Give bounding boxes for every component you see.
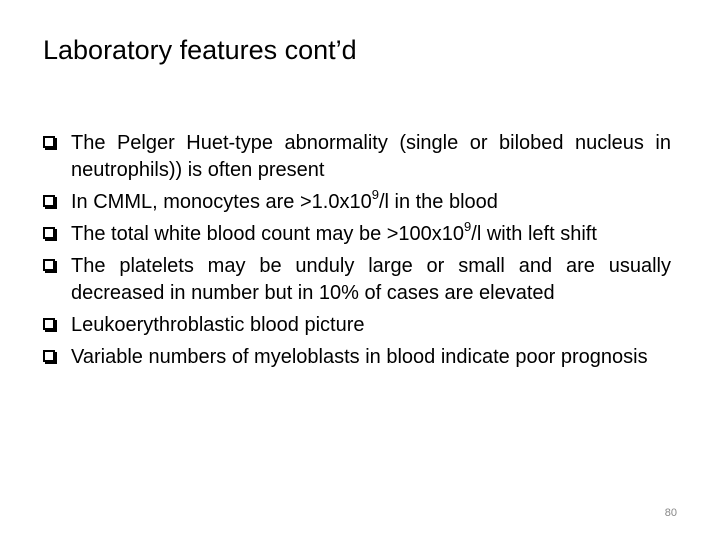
- bullet-item: [42, 312, 671, 339]
- slide-title: Laboratory features cont’d: [43, 35, 357, 65]
- checkbox-bullet-icon: [43, 195, 55, 207]
- bullet-text-part: In CMML, monocytes are >1.0x10: [71, 191, 372, 213]
- bullet-text-part: /l with left shift: [471, 223, 597, 245]
- bullet-text: [71, 219, 597, 245]
- page-number: 80: [664, 507, 677, 519]
- superscript-exponent: 9: [371, 187, 379, 203]
- bullet-text: The platelets may be unduly large or small and are usually decreased in number but in 10% of cases are elevated: [71, 255, 671, 304]
- bullet-item: [42, 189, 671, 216]
- checkbox-bullet-icon: [43, 318, 55, 330]
- superscript-exponent: 9: [464, 219, 472, 235]
- bullet-item: [42, 130, 671, 184]
- bullet-item: [42, 221, 671, 248]
- checkbox-bullet-icon: [43, 259, 55, 271]
- bullet-text: The Pelger Huet-type abnormality (single or bilobed nucleus in neutrophils)) is often present: [71, 132, 671, 181]
- bullet-text: Leukoerythroblastic blood picture: [71, 314, 365, 336]
- checkbox-bullet-icon: [43, 136, 55, 148]
- bullet-text: Variable numbers of myeloblasts in blood indicate poor prognosis: [71, 346, 648, 368]
- checkbox-bullet-icon: [43, 350, 55, 362]
- bullet-item: [42, 253, 671, 307]
- checkbox-bullet-icon: [43, 227, 55, 239]
- bullet-list: [42, 130, 671, 376]
- bullet-item: [42, 344, 671, 371]
- bullet-text-part: The total white blood count may be >100x10: [71, 223, 465, 245]
- bullet-text: [71, 187, 498, 213]
- bullet-text-part: /l in the blood: [378, 191, 498, 213]
